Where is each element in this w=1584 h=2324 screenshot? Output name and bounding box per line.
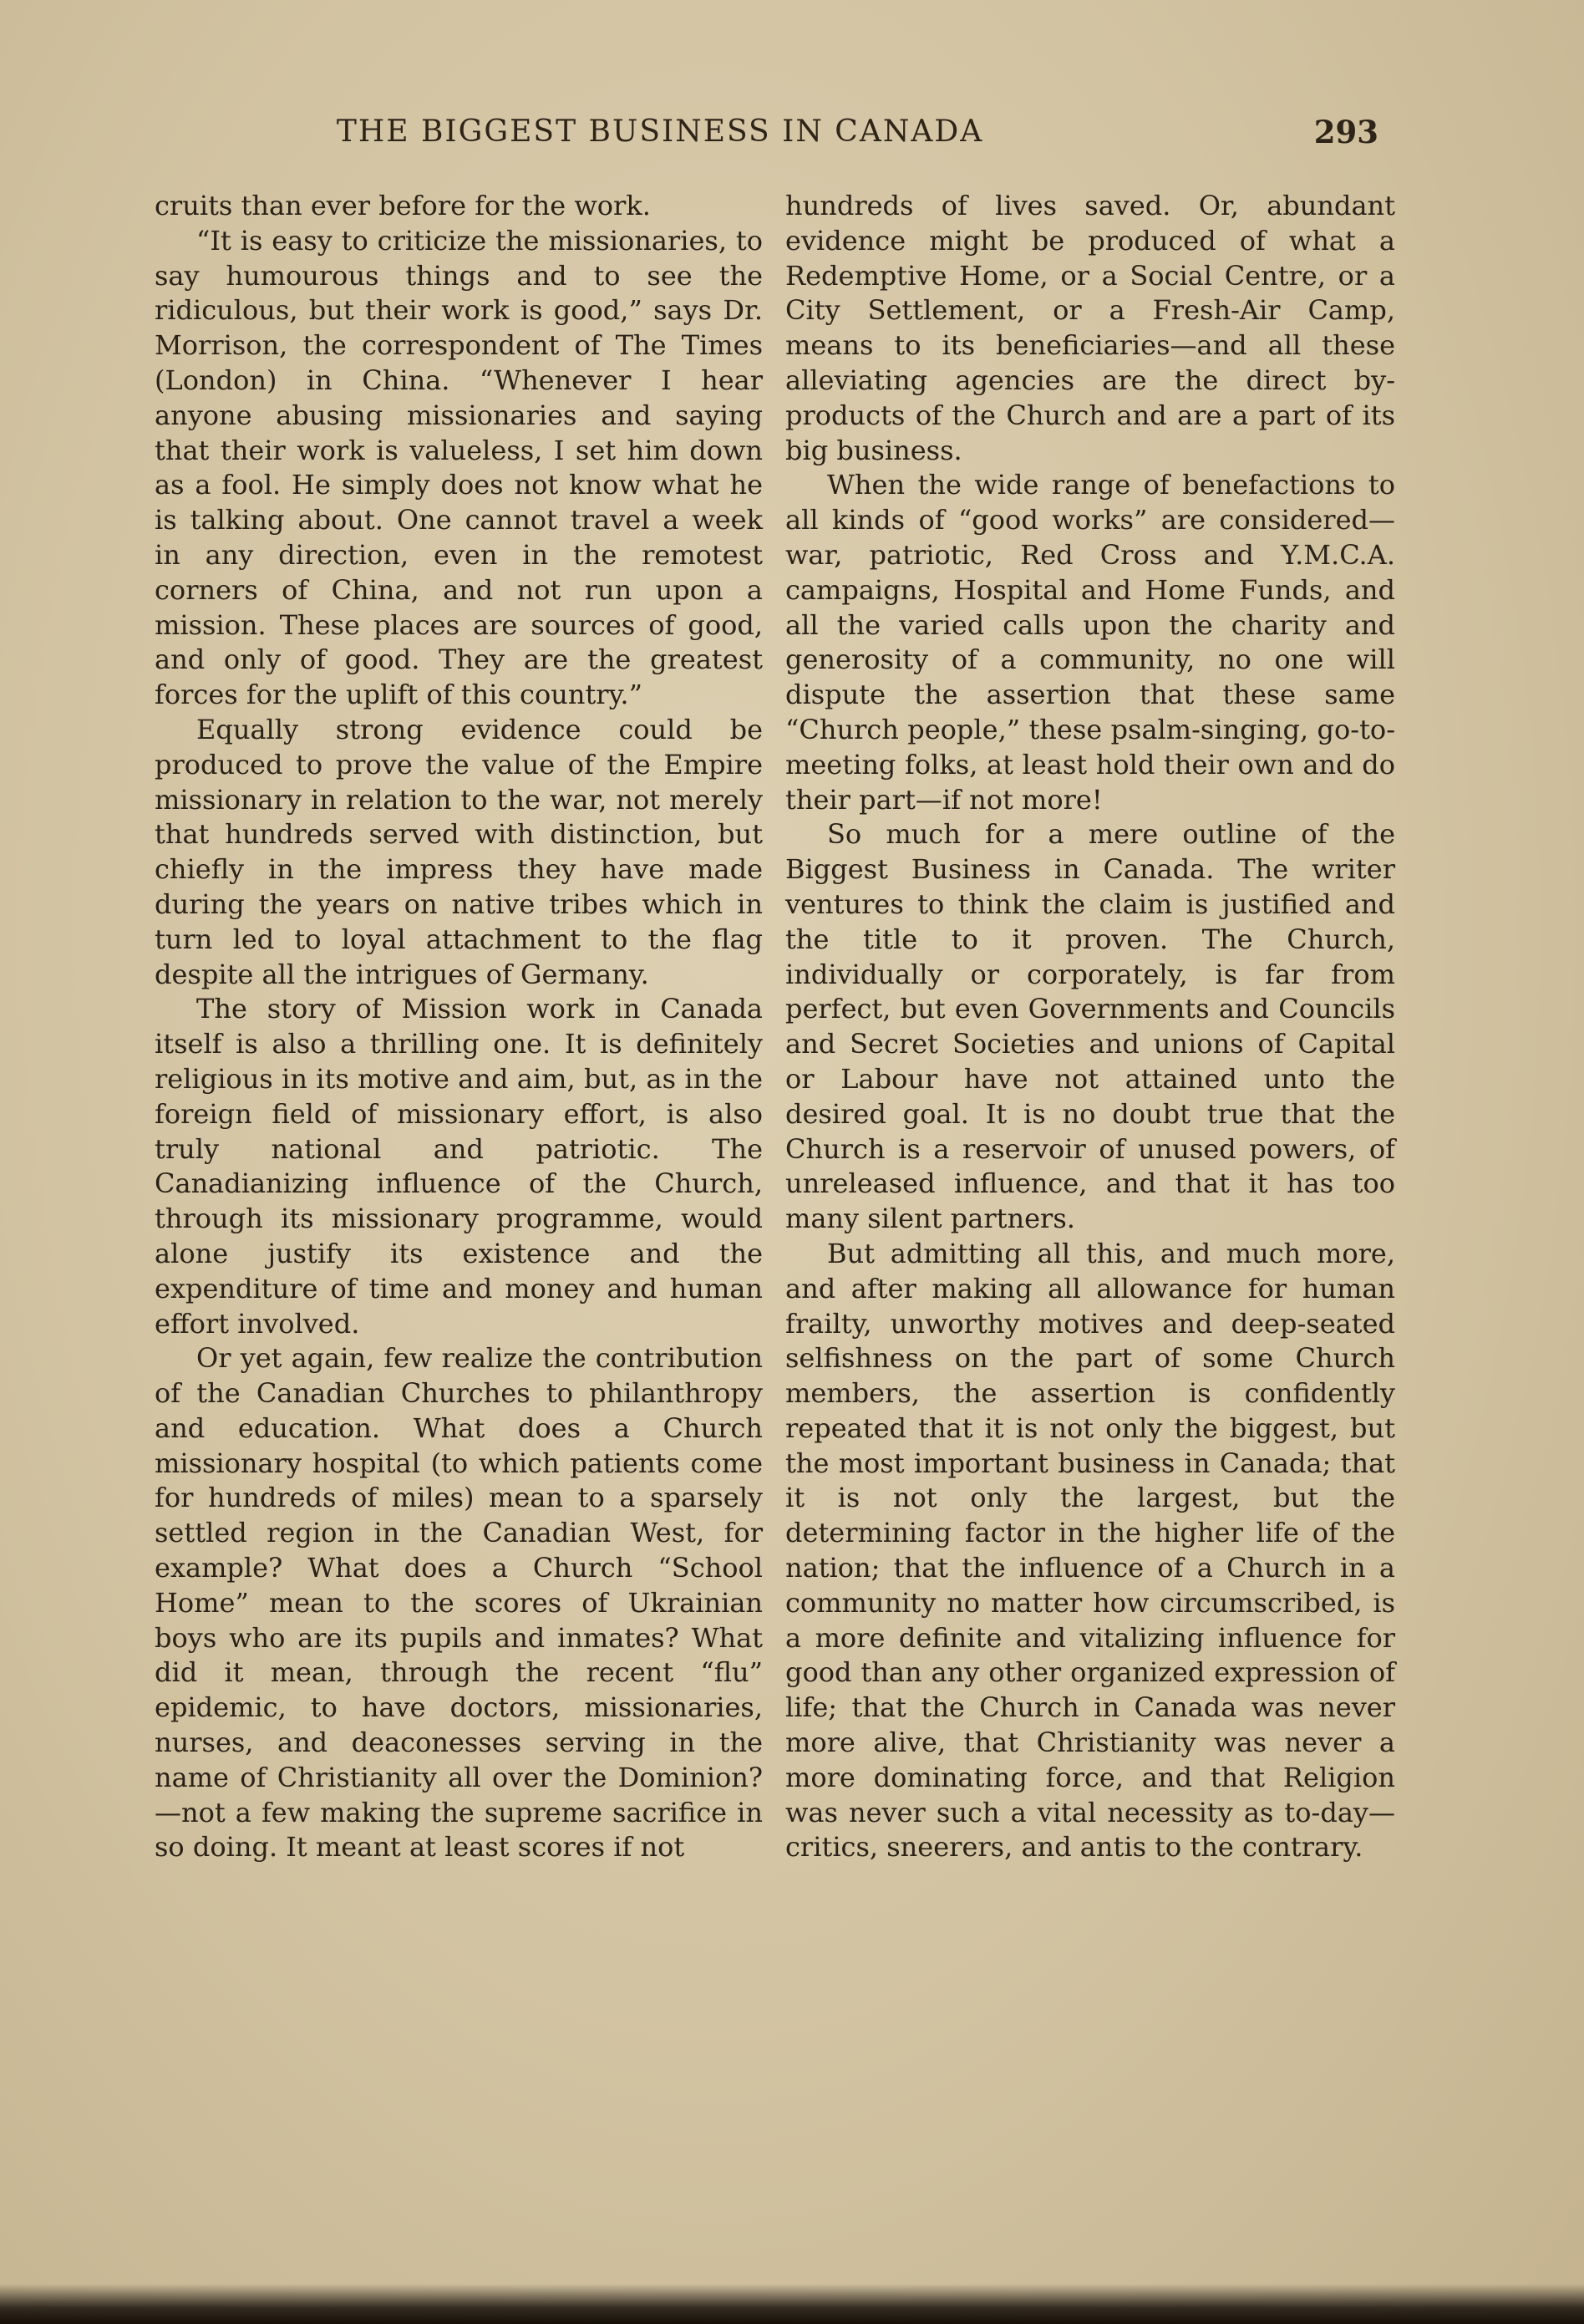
page-number: 293 [1313,114,1378,150]
paragraph: Or yet again, few realize the contribution of the Canadian Churches to philanthropy and education. What does a Church missionary hospital (to which patients come for hundreds of miles) mean to a sparsely settled region in the Canadian West, for example? What does a Church “School Home” mean to the scores of Ukrainian boys who are its pupils and inmates? What did it mean, through the recent “flu” epidemic, to have doctors, missionaries, nurses, and deaconesses serving in the name of Christianity all over the Dominion?—not a few making the supreme sacrifice in so doing. It meant at least scores if not [155,1342,763,1864]
paragraph: Equally strong evidence could be produced to prove the value of the Empire missionary in relation to the war, not merely that hundreds served with distinction, but chiefly in the impress they have made during the years on native tribes which in turn led to loyal attachment to the flag despite all the intrigues of Germany. [155,713,763,990]
running-title: THE BIGGEST BUSINESS IN CANADA [336,114,984,149]
left-column [155,189,763,1865]
right-column [785,189,1395,1865]
paragraph: The story of Mission work in Canada itself is also a thrilling one. It is definitely religious in its motive and aim, but, as in the foreign field of missionary effort, is also truly national and patriotic. The Canadianizing influence of the Church, through its missionary programme, would alone justify its existence and the expenditure of time and money and human effort involved. [155,993,763,1340]
paragraph: “It is easy to criticize the missionaries, to say humourous things and to see the ridiculous, but their work is good,” says Dr. Morrison, the correspondent of The Times (London) in China. “Whenever I hear anyone abusing missionaries and saying that their work is valueless, I set him down as a fool. He simply does not know what he is talking about. One cannot travel a week in any direction, even in the remotest corners of China, and not run upon a mission. These places are sources of good, and only of good. They are the greatest forces for the uplift of this country.” [155,224,763,711]
paragraph: But admitting all this, and much more, and after making all allowance for human frailty, unworthy motives and deep-seated selfishness on the part of some Church members, the assertion is confidently repeated that it is not only the biggest, but the most important business in Canada; that it is not only the largest, but the determining factor in the higher life of the nation; that the influence of a Church in a community no matter how circumscribed, is a more definite and vitalizing influence for good than any other organized expression of life; that the Church in Canada was never more alive, that Christianity was never a more dominating force, and that Religion was never such a vital necessity as to-day—critics, sneerers, and antis to the contrary. [785,1237,1395,1864]
paragraph: When the wide range of benefactions to all kinds of “good works” are considered—war, patriotic, Red Cross and Y.M.C.A. campaigns, Hospital and Home Funds, and all the varied calls upon the charity and generosity of a community, no one will dispute the assertion that these same “Church people,” these psalm-singing, go-to-meeting folks, at least hold their own and do their part—if not more! [785,469,1395,816]
paragraph: hundreds of lives saved. Or, abundant evidence might be produced of what a Redemptive Home, or a Social Centre, or a City Settlement, or a Fresh-Air Camp, means to its beneficiaries—and all these alleviating agencies are the direct by-products of the Church and are a part of its big business. [785,190,1395,466]
running-header [159,107,1378,157]
paragraph: So much for a mere outline of the Biggest Business in Canada. The writer ventures to think the claim is justified and the title to it proven. The Church, individually or corporately, is far from perfect, but even Governments and Councils and Secret Societies and unions of Capital or Labour have not attained unto the desired goal. It is no doubt true that the Church is a reservoir of unused powers, of unreleased influence, and that it has too many silent partners. [785,818,1395,1235]
paragraph: cruits than ever before for the work. [155,190,651,221]
